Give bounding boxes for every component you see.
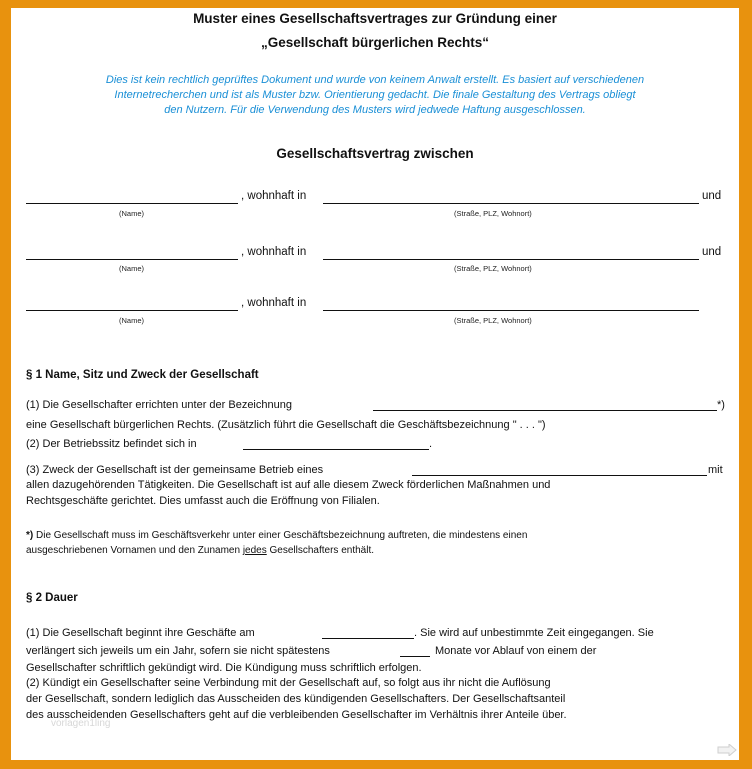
section1-p3-start: (3) Zweck der Gesellschaft ist der gemeinsame Betrieb eines [26, 464, 324, 476]
company-name-line[interactable] [373, 410, 717, 411]
party2-name-line[interactable] [26, 259, 238, 260]
section2-p2-line2: der Gesellschaft, sondern lediglich das Ausscheiden des kündigenden Gesellschafters. Der Gesellschaftsanteil [26, 693, 566, 705]
notice-months-line[interactable] [400, 656, 430, 657]
party3-address-line[interactable] [323, 310, 699, 311]
section1-p2: (2) Der Betriebssitz befindet sich in [26, 438, 197, 450]
section1-p3-end: mit [708, 464, 723, 476]
section1-p1-line2: eine Gesellschaft bürgerlichen Rechts. (Zusätzlich führt die Gesellschaft die Geschäftsbezeichnung " . . . ") [26, 419, 546, 431]
footnote-line1 [26, 528, 527, 543]
disclaimer-line3: den Nutzern. Für die Verwendung des Musters wird jedwede Haftung ausgeschlossen. [164, 104, 586, 116]
party3-wohnhaft: , wohnhaft in [241, 297, 307, 309]
party2-wohnhaft: , wohnhaft in [241, 246, 307, 258]
disclaimer-line2: Internetrecherchen und ist als Muster bzw. Orientierung gedacht. Die finale Gestaltung des Vertrags obliegt [114, 89, 636, 101]
party2-address-line[interactable] [323, 259, 699, 260]
contract-heading: Gesellschaftsvertrag zwischen [276, 146, 474, 161]
section2-p1-line3: Gesellschafter schriftlich gekündigt wird. Die Kündigung muss schriftlich erfolgen. [26, 662, 422, 674]
footnote-line2 [26, 543, 374, 558]
footnote-text2c: Gesellschafters enthält. [266, 545, 375, 556]
document-title-line2: „Gesellschaft bürgerlichen Rechts“ [260, 35, 490, 50]
section1-p1-start: (1) Die Gesellschafter errichten unter der Bezeichnung [26, 399, 292, 411]
disclaimer [11, 73, 739, 118]
footnote-text2a: ausgeschriebenen Vornamen und den Zunamen [26, 545, 243, 556]
section1-p2-end: . [429, 438, 433, 450]
footnote-mark: *) [26, 530, 34, 541]
footnote-emphasis: jedes [242, 545, 267, 556]
arrow-right-icon [717, 744, 737, 756]
party1-address-line[interactable] [323, 203, 699, 204]
section2-p1-start: (1) Die Gesellschaft beginnt ihre Geschäfte am [26, 627, 255, 639]
section2-heading: § 2 Dauer [26, 592, 78, 604]
party3-name-caption: (Name) [119, 316, 145, 325]
section2-p2-line1: (2) Kündigt ein Gesellschafter seine Verbindung mit der Gesellschaft auf, so folgt aus ihr nicht die Auflösung [26, 677, 551, 689]
party2-und: und [702, 246, 722, 258]
party2-name-caption: (Name) [119, 264, 145, 273]
party1-und: und [702, 190, 722, 202]
section1-heading: § 1 Name, Sitz und Zweck der Gesellschaft [26, 369, 259, 381]
section2-p2-line3: des ausscheidenden Gesellschafters geht auf die verbleibenden Gesellschafter im Verhältnis ihrer Anteile über. [26, 709, 567, 721]
section1-p1-end: *) [717, 399, 725, 411]
party3-address-caption: (Straße, PLZ, Wohnort) [454, 316, 532, 325]
business-location-line[interactable] [243, 449, 429, 450]
section2-p1-line2b: Monate vor Ablauf von einem der [435, 645, 597, 657]
section2-p1-line2a: verlängert sich jeweils um ein Jahr, sofern sie nicht spätestens [26, 645, 330, 657]
party1-address-caption: (Straße, PLZ, Wohnort) [454, 209, 532, 218]
party1-name-line[interactable] [26, 203, 238, 204]
party2-address-caption: (Straße, PLZ, Wohnort) [454, 264, 532, 273]
watermark: vorlagen1ling [51, 718, 111, 729]
footnote-text1: Die Gesellschaft muss im Geschäftsverkehr unter einer Geschäftsbezeichnung auftreten, die mindestens einen [33, 530, 528, 541]
business-purpose-line[interactable] [412, 475, 707, 476]
document-page [11, 8, 739, 760]
disclaimer-line1: Dies ist kein rechtlich geprüftes Dokument und wurde von keinem Anwalt erstellt. Es basiert auf verschiedenen [105, 74, 645, 86]
party3-name-line[interactable] [26, 310, 238, 311]
party1-wohnhaft: , wohnhaft in [241, 190, 307, 202]
document-title-line1: Muster eines Gesellschaftsvertrages zur Gründung einer [193, 11, 557, 26]
section1-p3-line3: Rechtsgeschäfte gerichtet. Dies umfasst auch die Eröffnung von Filialen. [26, 495, 380, 507]
party1-name-caption: (Name) [119, 209, 145, 218]
start-date-line[interactable] [322, 638, 414, 639]
section1-p3-line2: allen dazugehörenden Tätigkeiten. Die Gesellschaft ist auf alle diesem Zweck förderlichen Maßnahmen und [26, 479, 551, 491]
section2-p1-end: . Sie wird auf unbestimmte Zeit eingegangen. Sie [414, 627, 654, 639]
